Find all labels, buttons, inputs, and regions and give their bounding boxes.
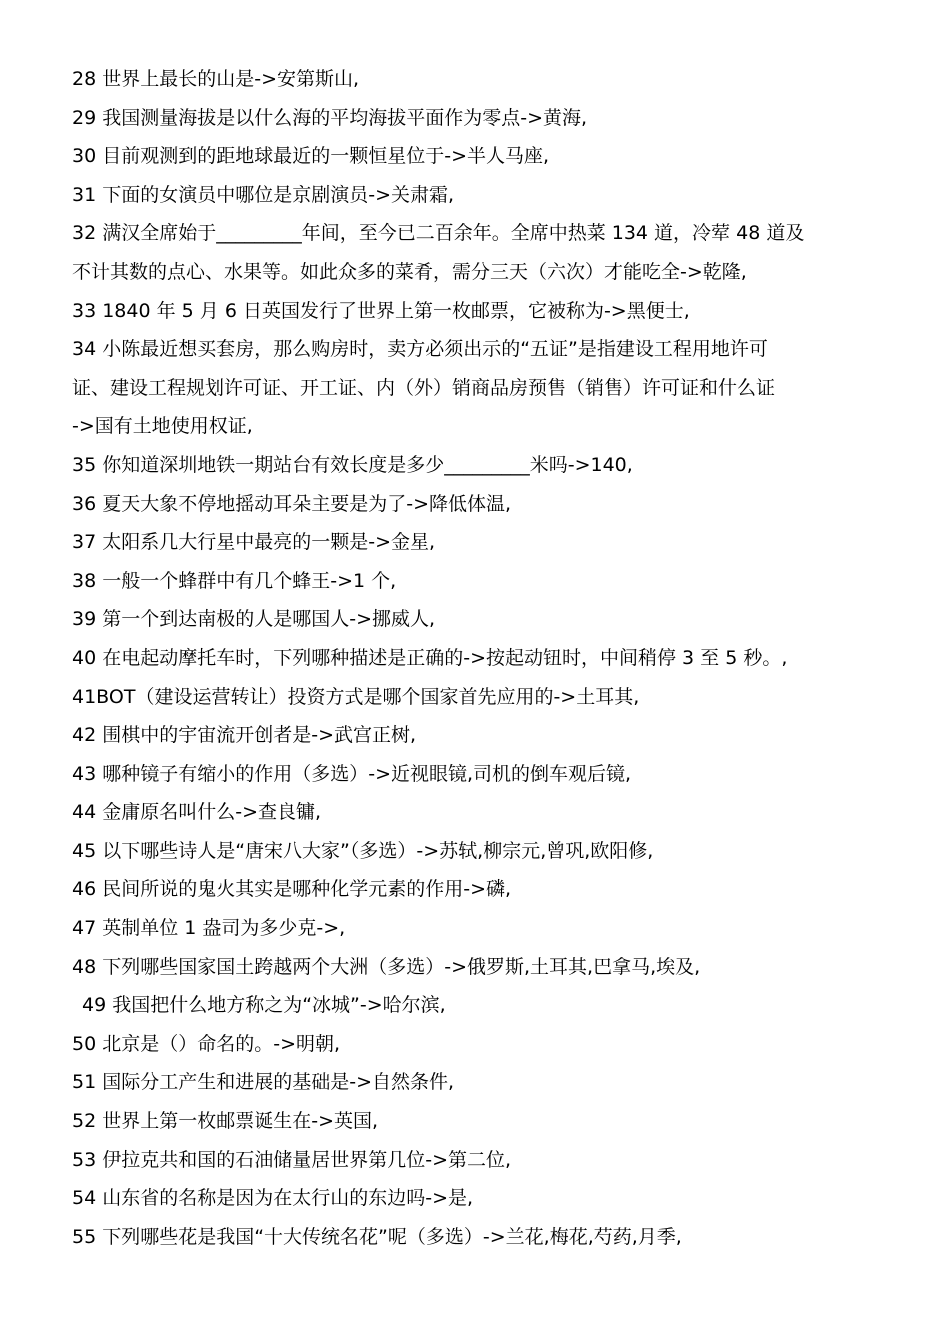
- text-line-33: 33 1840 年 5 月 6 日英国发行了世界上第一枚邮票，它被称为->黑便士,: [72, 299, 690, 322]
- text-line-55: 55 下列哪些花是我国“十大传统名花”呢（多选）->兰花,梅花,芍药,月季,: [72, 1225, 682, 1248]
- text-line-34c: ->国有土地使用权证,: [72, 415, 253, 438]
- text-line-35: 35 你知道深圳地铁一期站台有效长度是多少_________米吗->140,: [72, 453, 633, 476]
- text-line-54: 54 山东省的名称是因为在太行山的东边吗->是,: [72, 1187, 474, 1210]
- text-line-41: 41BOT（建设运营转让）投资方式是哪个国家首先应用的->土耳其,: [72, 685, 640, 708]
- text-line-53: 53 伊拉克共和国的石油储量居世界第几位->第二位,: [72, 1148, 512, 1171]
- text-line-51: 51 国际分工产生和进展的基础是->自然条件,: [72, 1071, 455, 1094]
- text-line-32b: 不计其数的点心、水果等。如此众多的菜肴，需分三天（六次）才能吃全->乾隆,: [72, 260, 747, 283]
- text-line-28: 28 世界上最长的山是->安第斯山,: [72, 68, 360, 90]
- text-line-48: 48 下列哪些国家国土跨越两个大洲（多选）->俄罗斯,土耳其,巴拿马,埃及,: [72, 955, 701, 978]
- text-line-39: 39 第一个到达南极的人是哪国人->挪威人,: [72, 608, 436, 631]
- text-line-34a: 34 小陈最近想买套房，那么购房时，卖方必须出示的“五证”是指建设工程用地许可: [72, 338, 768, 361]
- text-line-37: 37 太阳系几大行星中最亮的一颗是->金星,: [72, 531, 436, 554]
- text-line-31: 31 下面的女演员中哪位是京剧演员->关肃霜,: [72, 183, 455, 206]
- text-line-38: 38 一般一个蜂群中有几个蜂王->1 个,: [72, 569, 397, 592]
- text-line-40: 40 在电起动摩托车时，下列哪种描述是正确的->按起动钮时，中间稍停 3 至 5 秒。,: [72, 646, 788, 669]
- text-line-36: 36 夏天大象不停地摇动耳朵主要是为了->降低体温,: [72, 492, 512, 515]
- text-line-46: 46 民间所说的鬼火其实是哪种化学元素的作用->磷,: [72, 878, 512, 901]
- text-line-34b: 证、建设工程规划许可证、开工证、内（外）销商品房预售（销售）许可证和什么证: [72, 376, 776, 399]
- text-line-50: 50 北京是（）命名的。->明朝,: [72, 1032, 341, 1055]
- text-line-30: 30 目前观测到的距地球最近的一颗恒星位于->半人马座,: [72, 145, 550, 168]
- text-line-42: 42 围棋中的宇宙流开创者是->武宫正树,: [72, 724, 417, 747]
- text-line-52: 52 世界上第一枚邮票诞生在->英国,: [72, 1110, 379, 1133]
- text-line-47: 47 英制单位 1 盎司为多少克->,: [72, 917, 346, 940]
- text-line-44: 44 金庸原名叫什么->查良镛,: [72, 801, 322, 824]
- text-line-49: 49 我国把什么地方称之为“冰城”->哈尔滨,: [82, 994, 446, 1017]
- document-body: [72, 60, 908, 1256]
- text-line-43: 43 哪种镜子有缩小的作用（多选）->近视眼镜,司机的倒车观后镜,: [72, 762, 632, 785]
- text-line-45: 45 以下哪些诗人是“唐宋八大家”（多选）->苏轼,柳宗元,曾巩,欧阳修,: [72, 839, 654, 862]
- text-line-32a: 32 满汉全席始于_________年间，至今已二百余年。全席中热菜 134 道，冷荤 48 道及: [72, 222, 805, 245]
- text-line-29: 29 我国测量海拔是以什么海的平均海拔平面作为零点->黄海,: [72, 106, 588, 129]
